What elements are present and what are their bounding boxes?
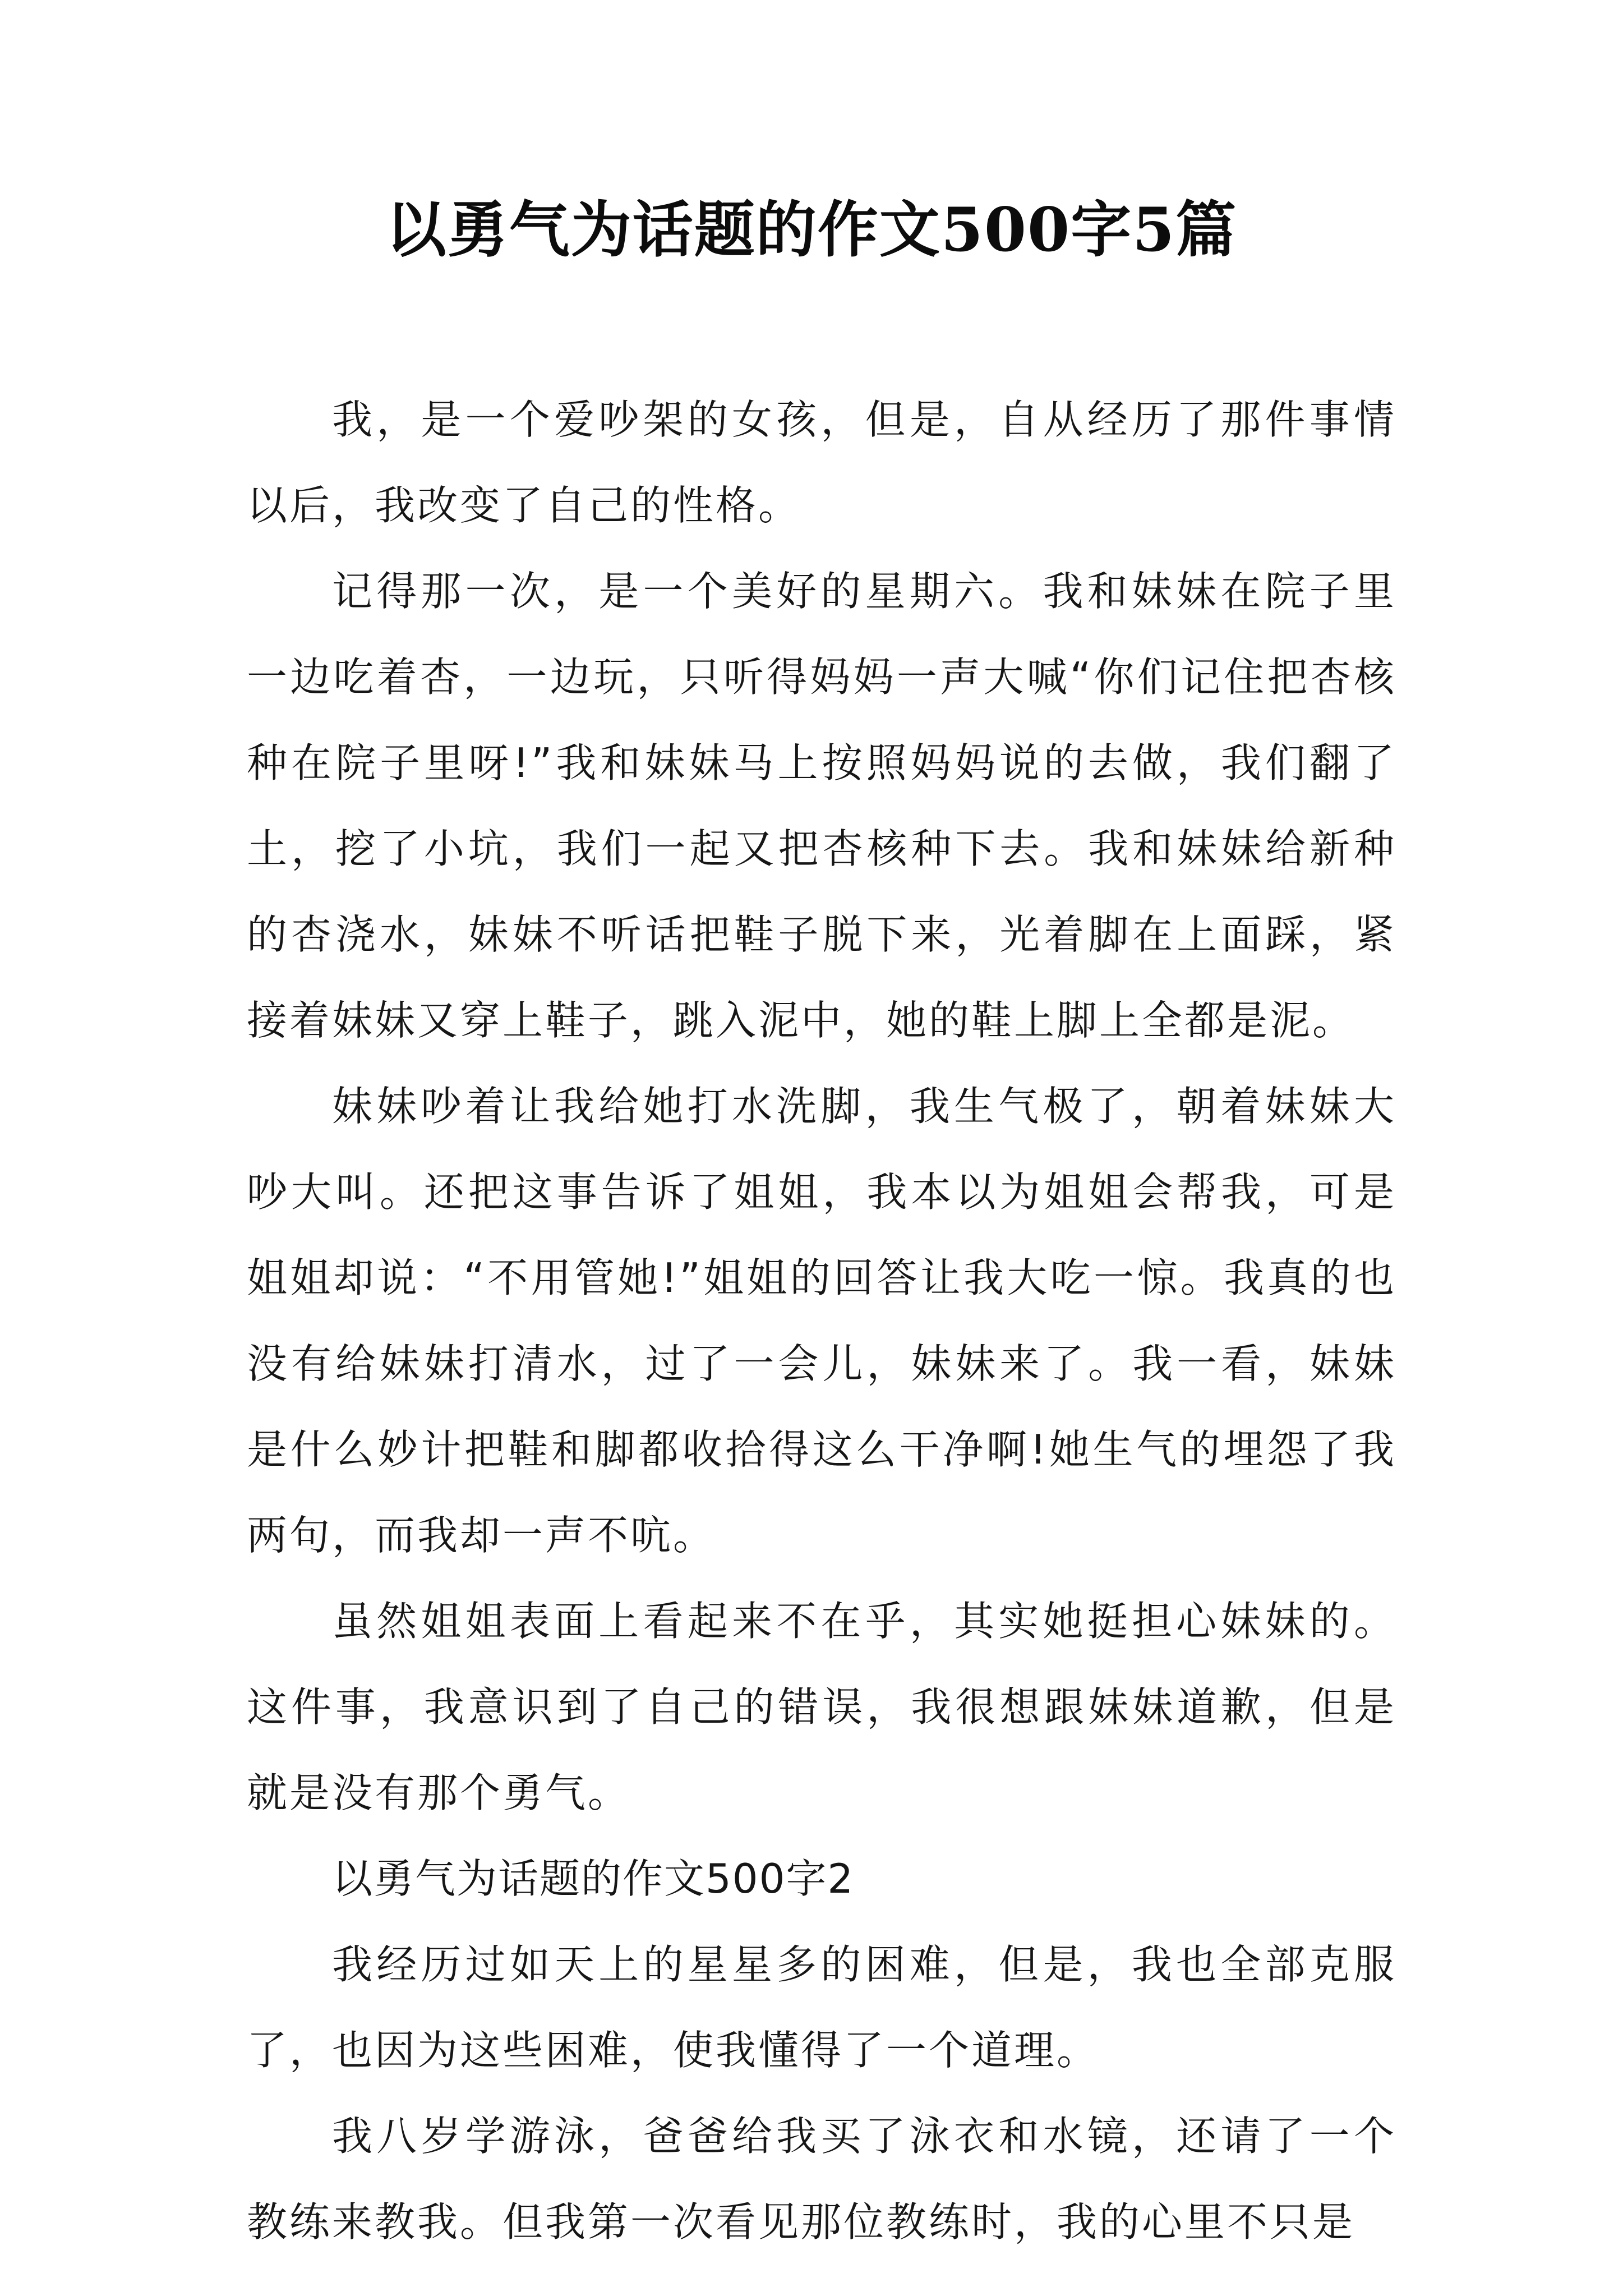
paragraph: 我，是一个爱吵架的女孩，但是，自从经历了那件事情以后，我改变了自己的性格。 — [247, 396, 1396, 529]
paragraph: 妹妹吵着让我给她打水洗脚，我生气极了，朝着妹妹大吵大叫。还把这事告诉了姐姐，我本以为姐姐会帮我，可是姐姐却说：“不用管她!”姐姐的回答让我大吃一惊。我真的也没有给妹妹打清水，过了一会儿，妹妹来了。我一看，妹妹是什么妙计把鞋和脚都收拾得这么干净啊!她生气的埋怨了我两句，而我却一声不吭。 — [247, 1083, 1396, 1559]
paragraph: 记得那一次，是一个美好的星期六。我和妹妹在院子里一边吃着杏，一边玩，只听得妈妈一声大喊“你们记住把杏核种在院子里呀!”我和妹妹马上按照妈妈说的去做，我们翻了土，挖了小坑，我们一起又把杏核种下去。我和妹妹给新种的杏浇水，妹妹不听话把鞋子脱下来，光着脚在上面踩，紧接着妹妹又穿上鞋子，跳入泥中，她的鞋上脚上全都是泥。 — [247, 568, 1396, 1044]
paragraph: 虽然姐姐表面上看起来不在乎，其实她挺担心妹妹的。这件事，我意识到了自己的错误，我很想跟妹妹道歉，但是就是没有那个勇气。 — [247, 1598, 1396, 1816]
paragraph: 我经历过如天上的星星多的困难，但是，我也全部克服了，也因为这些困难，使我懂得了一个道理。 — [247, 1941, 1396, 2074]
section-heading: 以勇气为话题的作文500字2 — [332, 1855, 855, 1902]
paragraph: 我八岁学游泳，爸爸给我买了泳衣和水镜，还请了一个教练来教我。但我第一次看见那位教练时，我的心里不只是 — [247, 2113, 1396, 2246]
document-title: 以勇气为话题的作文500字5篇 — [385, 195, 1238, 265]
document-body — [247, 377, 1396, 2265]
